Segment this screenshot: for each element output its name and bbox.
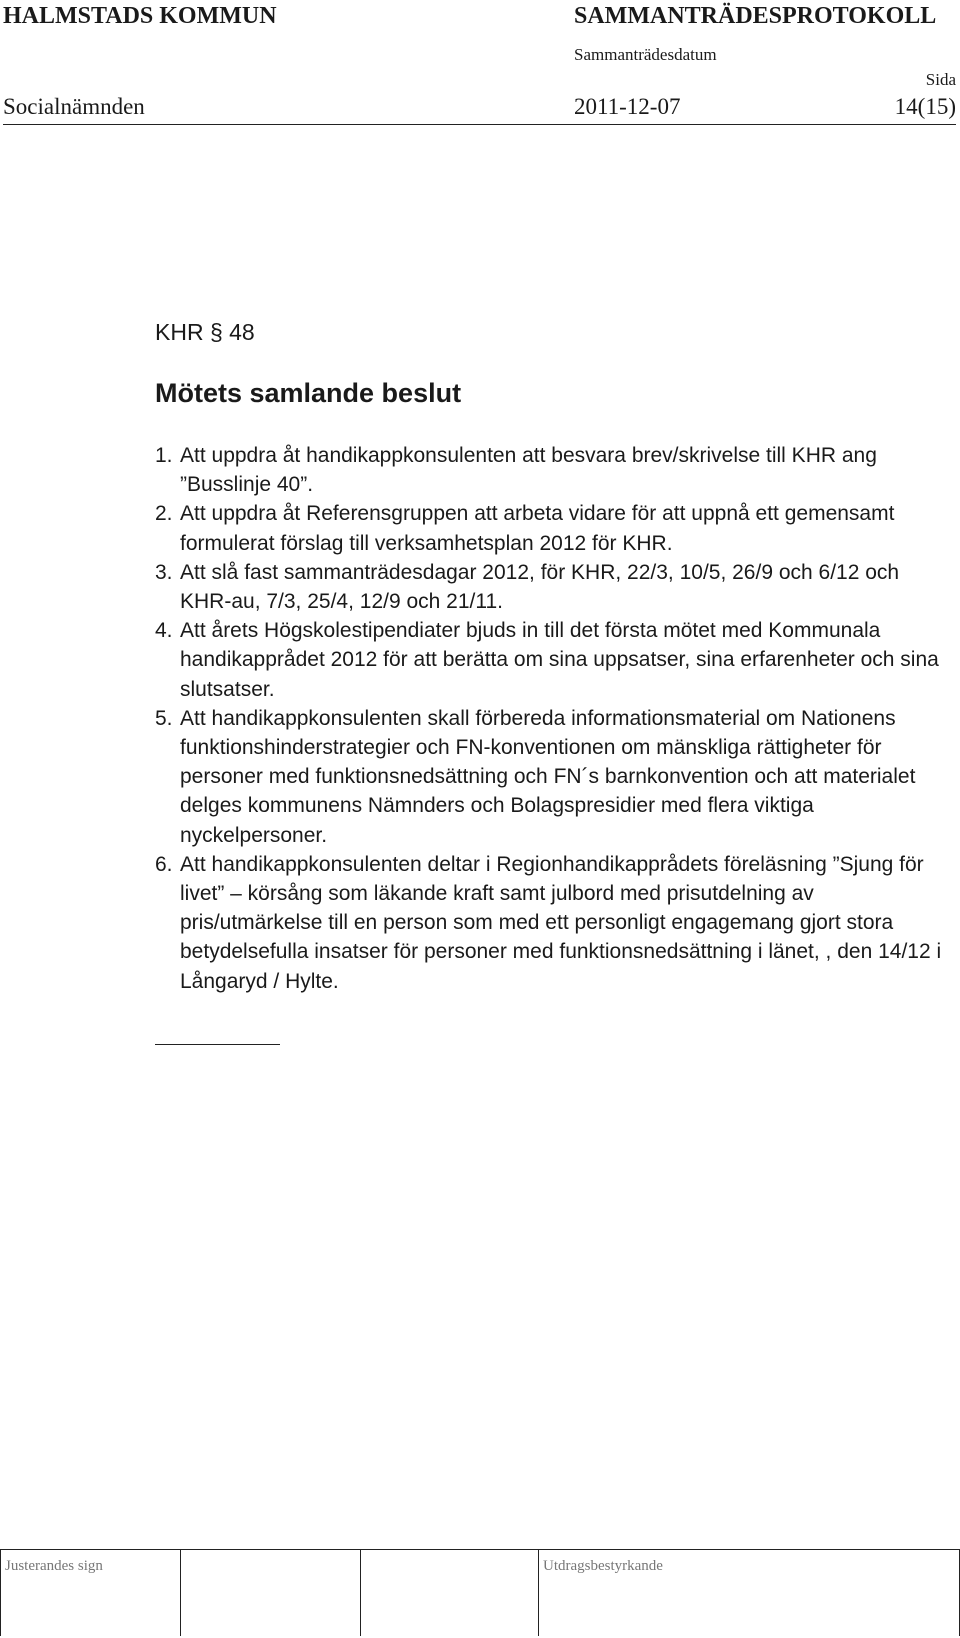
header-info-row	[3, 94, 956, 125]
decision-list	[155, 441, 945, 996]
decision-number: 5.	[155, 706, 173, 730]
decision-number: 3.	[155, 560, 173, 584]
meeting-date: 2011-12-07	[574, 94, 681, 119]
justerandes-sign-cell	[0, 1550, 181, 1636]
decision-item	[155, 499, 945, 557]
section-id: KHR § 48	[155, 319, 255, 345]
decision-text: Att slå fast sammanträdesdagar 2012, för KHR, 22/3, 10/5, 26/9 och 6/12 och KHR-au, 7/3, 25/4, 12/9 och 21/11.	[180, 560, 900, 614]
decision-item	[155, 850, 945, 996]
decision-text: Att uppdra åt handikappkonsulenten att besvara brev/skrivelse till KHR ang ”Busslinje 40”.	[180, 444, 877, 497]
decision-item	[155, 441, 945, 499]
signature-cell	[361, 1550, 539, 1636]
decision-number: 1.	[155, 444, 173, 467]
decision-number: 2.	[155, 502, 173, 526]
decision-text: Att handikappkonsulenten deltar i Regionhandikapprådets föreläsning ”Sjung för livet” – körsång som läkande kraft samt julbord med prisutdelning av pris/utmärkelse till en person som med ett personligt engagemang gjort stora betydelsefulla insatser för personer med funktionsnedsättning i länet, , den 14/12 i Långaryd / Hylte.	[180, 852, 942, 993]
decision-number: 4.	[155, 619, 173, 643]
section-heading: Mötets samlande beslut	[155, 378, 462, 408]
page-number: 14(15)	[894, 94, 956, 119]
organization-name: HALMSTADS KOMMUN	[3, 3, 277, 29]
decision-text: Att årets Högskolestipendiater bjuds in till det första mötet med Kommunala handikapprådet 2012 för att berätta om sina uppsatser, sina erfarenheter och sina slutsatser.	[180, 619, 939, 701]
utdragsbestyrkande-cell	[539, 1550, 960, 1636]
end-of-section-rule	[155, 1044, 280, 1045]
document-type: SAMMANTRÄDESPROTOKOLL	[574, 3, 937, 29]
decision-text: Att handikappkonsulenten skall förbereda informationsmaterial om Nationens funktionshinderstrategier och FN-konventionen om mänskliga rättigheter för personer med funktionsnedsättning och FN´s barnkonvention och att materialet delges kommunens Nämnders och Bolagspresidier med flera viktiga nyckelpersoner.	[180, 706, 916, 847]
committee-name: Socialnämnden	[3, 94, 145, 119]
signature-footer	[0, 1549, 960, 1636]
decision-item	[155, 616, 945, 704]
decision-item	[155, 704, 945, 850]
justerandes-sign-label: Justerandes sign	[5, 1558, 103, 1574]
decision-text: Att uppdra åt Referensgruppen att arbeta vidare för att uppnå ett gemensamt formulerat förslag till verksamhetsplan 2012 för KHR.	[180, 502, 895, 555]
page-label: Sida	[925, 70, 956, 89]
signature-cell	[181, 1550, 361, 1636]
utdragsbestyrkande-label: Utdragsbestyrkande	[543, 1558, 663, 1574]
date-label: Sammanträdesdatum	[574, 45, 717, 64]
decision-item	[155, 558, 945, 616]
decision-number: 6.	[155, 852, 173, 876]
